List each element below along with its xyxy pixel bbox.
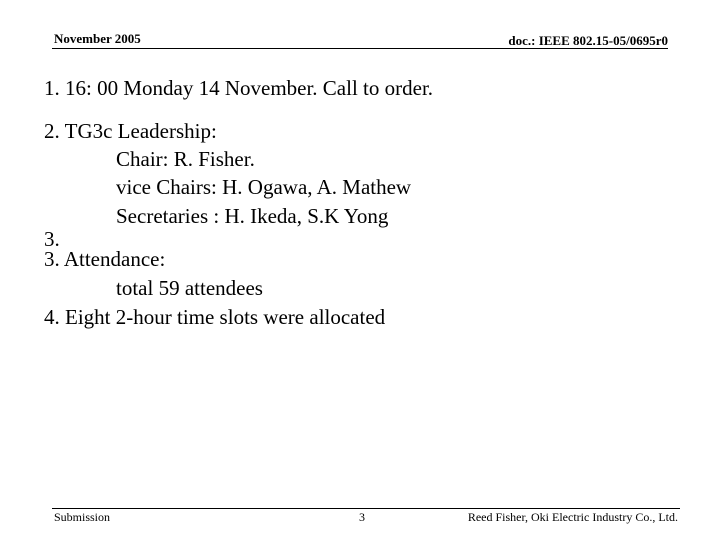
header-doc-id: doc.: IEEE 802.15-05/0695r0: [508, 33, 668, 48]
footer-page-number: 3: [359, 510, 365, 524]
header-date: November 2005: [54, 31, 141, 46]
attendance-total: total 59 attendees: [116, 276, 263, 300]
agenda-item-attendance: 3. Attendance:: [44, 247, 166, 271]
leadership-secretaries: Secretaries : H. Ikeda, S.K Yong: [116, 204, 389, 228]
footer-divider: [52, 508, 680, 509]
leadership-vice-chairs: vice Chairs: H. Ogawa, A. Mathew: [116, 175, 412, 199]
agenda-item-number: 3.: [44, 227, 60, 251]
footer-author: Reed Fisher, Oki Electric Industry Co., Ltd.: [467, 510, 678, 524]
footer-submission: Submission: [54, 510, 111, 524]
agenda-item-time-slots: 4. Eight 2-hour time slots were allocated: [44, 305, 386, 329]
header-divider: [52, 48, 668, 49]
leadership-chair: Chair: R. Fisher.: [116, 147, 255, 171]
agenda-item-call-to-order: 1. 16: 00 Monday 14 November. Call to order.: [44, 76, 434, 100]
agenda-item-leadership: 2. TG3c Leadership:: [44, 119, 217, 143]
